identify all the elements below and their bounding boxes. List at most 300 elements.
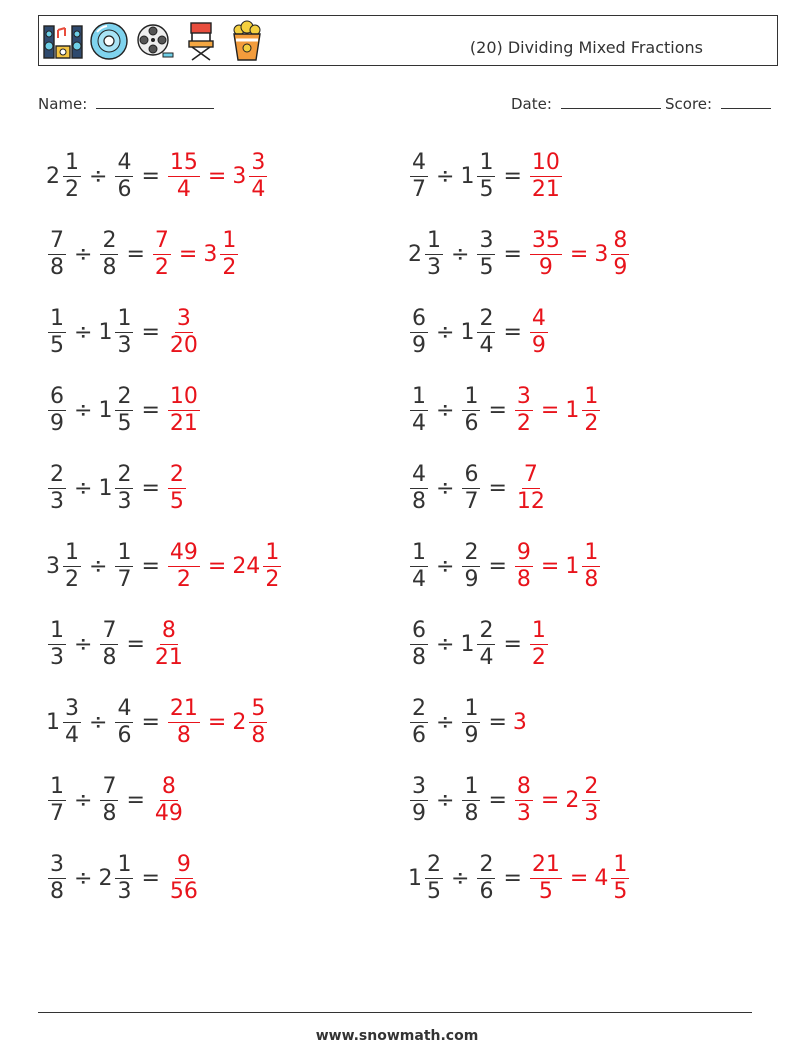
problem-left-5 (46, 458, 188, 518)
problem-right-10 (408, 848, 631, 908)
answer-fraction (166, 461, 188, 514)
fraction (48, 383, 66, 436)
denominator: 8 (464, 800, 479, 826)
numerator: 1 (50, 773, 64, 799)
numerator: 3 (65, 695, 79, 721)
numerator: 2 (479, 851, 494, 877)
problem-right-8 (408, 692, 528, 752)
whole-number: 4 (594, 865, 609, 891)
divisor (460, 305, 497, 358)
answer (513, 461, 549, 514)
answer-fraction (151, 617, 187, 670)
divisor (113, 695, 135, 748)
numerator: 4 (412, 149, 426, 175)
problem-left-3 (46, 302, 202, 362)
numerator: 9 (516, 539, 531, 565)
fraction (410, 149, 428, 202)
numerator: 1 (412, 539, 426, 565)
numerator: 2 (464, 539, 479, 565)
numerator: 49 (169, 539, 198, 565)
numerator: 6 (50, 383, 64, 409)
fraction (530, 149, 562, 202)
fraction (168, 305, 200, 358)
speakers-icon (43, 20, 83, 62)
fraction (100, 773, 118, 826)
divide-sign: ÷ (74, 631, 93, 657)
fraction (462, 695, 480, 748)
film-reel-icon (135, 20, 175, 62)
footer-divider (38, 1012, 752, 1013)
dividend (408, 773, 430, 826)
numerator: 1 (613, 851, 628, 877)
divide-sign: ÷ (436, 709, 455, 735)
divide-sign: ÷ (436, 631, 455, 657)
denominator: 8 (412, 644, 426, 670)
dividend (46, 617, 68, 670)
equals-sign: = (503, 241, 522, 267)
numerator: 2 (117, 461, 132, 487)
answer (151, 227, 240, 280)
numerator: 1 (117, 305, 132, 331)
problem-left-8 (46, 692, 269, 752)
denominator: 2 (531, 644, 546, 670)
fraction (410, 305, 428, 358)
equals-sign: = (488, 553, 507, 579)
name-label: Name: (38, 95, 88, 113)
fraction (515, 773, 533, 826)
answer-mixed-number (232, 695, 269, 748)
denominator: 5 (427, 878, 441, 904)
answer-mixed-number (565, 383, 602, 436)
divide-sign: ÷ (436, 397, 455, 423)
fraction (220, 227, 238, 280)
whole-number: 1 (98, 397, 113, 423)
numerator: 1 (117, 539, 132, 565)
denominator: 6 (479, 878, 494, 904)
divisor (460, 617, 497, 670)
answer (513, 773, 602, 826)
date-line (561, 94, 661, 109)
equals-sign: = (141, 397, 160, 423)
answer (166, 149, 269, 202)
fraction (530, 851, 562, 904)
whole-number: 1 (565, 397, 580, 423)
whole-number: 1 (46, 709, 60, 735)
numerator: 8 (161, 617, 176, 643)
numerator: 2 (102, 227, 117, 253)
fraction (410, 617, 428, 670)
disc-icon (89, 20, 129, 62)
answer-equals-sign: = (569, 865, 589, 891)
equals-sign: = (126, 787, 145, 813)
divisor (98, 617, 120, 670)
answer (528, 305, 550, 358)
denominator: 9 (538, 254, 553, 280)
whole-number: 1 (98, 475, 113, 501)
answer-fraction (513, 383, 535, 436)
numerator: 1 (479, 149, 494, 175)
numerator: 8 (161, 773, 176, 799)
divide-sign: ÷ (89, 163, 108, 189)
footer-url: www.snowmath.com (315, 1028, 479, 1044)
fraction (477, 851, 495, 904)
denominator: 8 (176, 722, 191, 748)
denominator: 8 (251, 722, 266, 748)
numerator: 1 (265, 539, 280, 565)
denominator: 20 (169, 332, 198, 358)
denominator: 3 (50, 644, 64, 670)
problem-right-5 (408, 458, 549, 518)
answer (166, 851, 202, 904)
equals-sign: = (488, 787, 507, 813)
denominator: 5 (479, 176, 494, 202)
equals-sign: = (503, 319, 522, 345)
divisor (460, 149, 497, 202)
fraction (48, 851, 66, 904)
denominator: 4 (412, 410, 426, 436)
numerator: 7 (154, 227, 169, 253)
name-line (96, 94, 214, 109)
equals-sign: = (488, 709, 507, 735)
fraction (410, 539, 428, 592)
fraction (168, 383, 200, 436)
whole-number: 1 (460, 163, 475, 189)
denominator: 8 (102, 644, 117, 670)
equals-sign: = (126, 241, 145, 267)
fraction (249, 695, 267, 748)
fraction (477, 149, 495, 202)
fraction (168, 851, 200, 904)
answer-fraction (513, 539, 535, 592)
divisor (98, 461, 135, 514)
dividend (46, 851, 68, 904)
fraction (410, 461, 428, 514)
answer-equals-sign: = (540, 397, 560, 423)
divisor (98, 851, 135, 904)
answer-fraction (528, 149, 564, 202)
numerator: 4 (531, 305, 546, 331)
problem-right-9 (408, 770, 602, 830)
numerator: 1 (117, 851, 132, 877)
fraction (115, 305, 133, 358)
problem-right-2 (408, 224, 631, 284)
equals-sign: = (126, 631, 145, 657)
whole-number: 1 (460, 319, 475, 345)
date-field (511, 94, 661, 113)
answer-mixed-number (594, 227, 631, 280)
divisor (460, 695, 482, 748)
fraction (168, 461, 186, 514)
answer-fraction (513, 461, 549, 514)
numerator: 10 (531, 149, 560, 175)
equals-sign: = (141, 553, 160, 579)
whole-number: 3 (46, 553, 60, 579)
fraction (515, 461, 547, 514)
equals-sign: = (488, 397, 507, 423)
denominator: 9 (412, 332, 426, 358)
divide-sign: ÷ (89, 709, 108, 735)
whole-number: 3 (203, 241, 218, 267)
numerator: 7 (50, 227, 64, 253)
answer-equals-sign: = (540, 553, 560, 579)
denominator: 4 (65, 722, 79, 748)
denominator: 9 (412, 800, 426, 826)
problem-right-3 (408, 302, 550, 362)
dividend (408, 227, 445, 280)
denominator: 5 (479, 254, 494, 280)
numerator: 7 (523, 461, 538, 487)
dividend (46, 461, 68, 514)
equals-sign: = (503, 865, 522, 891)
denominator: 5 (613, 878, 628, 904)
denominator: 2 (65, 176, 79, 202)
problem-left-6 (46, 536, 283, 596)
dividend (408, 539, 430, 592)
dividend (46, 695, 83, 748)
fraction (48, 773, 66, 826)
whole-number: 3 (594, 241, 609, 267)
dividend (408, 461, 430, 514)
numerator: 8 (516, 773, 531, 799)
denominator: 3 (516, 800, 531, 826)
answer-fraction (528, 851, 564, 904)
denominator: 2 (265, 566, 280, 592)
whole-number: 2 (232, 709, 247, 735)
answer-mixed-number (565, 773, 602, 826)
divisor (98, 305, 135, 358)
dividend (408, 851, 445, 904)
answer (528, 227, 631, 280)
numerator: 35 (531, 227, 560, 253)
divide-sign: ÷ (436, 319, 455, 345)
answer-mixed-number (594, 851, 631, 904)
problem-left-9 (46, 770, 187, 830)
fraction (115, 461, 133, 514)
answer-whole: 3 (512, 709, 527, 735)
denominator: 21 (169, 410, 198, 436)
denominator: 9 (50, 410, 64, 436)
denominator: 6 (117, 722, 132, 748)
fraction (462, 773, 480, 826)
numerator: 8 (613, 227, 628, 253)
answer (166, 383, 202, 436)
denominator: 5 (50, 332, 64, 358)
numerator: 2 (50, 461, 64, 487)
fraction (611, 851, 629, 904)
dividend (46, 773, 68, 826)
date-label: Date: (511, 95, 552, 113)
fraction (100, 227, 118, 280)
answer (528, 851, 631, 904)
fraction (515, 539, 533, 592)
answer-fraction (528, 617, 550, 670)
fraction (462, 539, 480, 592)
whole-number: 1 (565, 553, 580, 579)
whole-number: 1 (98, 319, 113, 345)
answer-equals-sign: = (540, 787, 560, 813)
numerator: 1 (427, 227, 441, 253)
denominator: 21 (531, 176, 560, 202)
answer-fraction (166, 539, 202, 592)
denominator: 2 (176, 566, 191, 592)
fraction (582, 773, 600, 826)
fraction (477, 305, 495, 358)
divide-sign: ÷ (89, 553, 108, 579)
answer (166, 539, 283, 592)
fraction (582, 539, 600, 592)
answer-equals-sign: = (207, 553, 227, 579)
fraction (530, 617, 548, 670)
divisor (98, 227, 120, 280)
denominator: 8 (516, 566, 531, 592)
answer-mixed-number (232, 539, 283, 592)
denominator: 3 (117, 332, 132, 358)
answer-equals-sign: = (178, 241, 198, 267)
numerator: 1 (464, 773, 479, 799)
answer (528, 149, 564, 202)
dividend (46, 149, 83, 202)
denominator: 7 (117, 566, 132, 592)
divisor (98, 773, 120, 826)
fraction (477, 227, 495, 280)
denominator: 8 (102, 254, 117, 280)
dividend (46, 539, 83, 592)
denominator: 7 (412, 176, 426, 202)
divide-sign: ÷ (436, 553, 455, 579)
fraction (115, 149, 133, 202)
numerator: 1 (464, 383, 479, 409)
answer-mixed-number (565, 539, 602, 592)
denominator: 4 (479, 332, 494, 358)
denominator: 56 (169, 878, 198, 904)
denominator: 7 (464, 488, 479, 514)
answer-fraction (528, 305, 550, 358)
score-label: Score: (665, 95, 713, 113)
numerator: 3 (251, 149, 266, 175)
answer-mixed-number (203, 227, 240, 280)
fraction (515, 383, 533, 436)
numerator: 1 (50, 305, 64, 331)
numerator: 21 (531, 851, 560, 877)
fraction (48, 305, 66, 358)
numerator: 1 (584, 539, 599, 565)
fraction (153, 773, 185, 826)
denominator: 9 (464, 566, 479, 592)
answer-fraction (513, 773, 535, 826)
answer (513, 383, 602, 436)
numerator: 4 (117, 695, 132, 721)
fraction (115, 539, 133, 592)
denominator: 2 (65, 566, 79, 592)
fraction (530, 227, 562, 280)
fraction (168, 149, 200, 202)
divisor (113, 539, 135, 592)
divide-sign: ÷ (74, 787, 93, 813)
answer-fraction (151, 227, 173, 280)
denominator: 8 (50, 878, 64, 904)
denominator: 5 (538, 878, 553, 904)
whole-number: 3 (232, 163, 247, 189)
numerator: 1 (65, 149, 79, 175)
divide-sign: ÷ (74, 397, 93, 423)
equals-sign: = (503, 163, 522, 189)
problem-left-4 (46, 380, 202, 440)
denominator: 21 (154, 644, 183, 670)
denominator: 7 (50, 800, 64, 826)
divisor (460, 461, 482, 514)
fraction (425, 851, 443, 904)
denominator: 3 (50, 488, 64, 514)
numerator: 7 (102, 773, 117, 799)
whole-number: 1 (460, 631, 475, 657)
answer (166, 305, 202, 358)
fraction (48, 227, 66, 280)
numerator: 6 (412, 305, 426, 331)
problem-left-10 (46, 848, 202, 908)
whole-number: 1 (408, 865, 422, 891)
fraction (100, 617, 118, 670)
equals-sign: = (488, 475, 507, 501)
worksheet-header (38, 15, 778, 66)
denominator: 4 (176, 176, 191, 202)
answer-fraction (151, 773, 187, 826)
denominator: 8 (102, 800, 117, 826)
numerator: 6 (412, 617, 426, 643)
divide-sign: ÷ (74, 865, 93, 891)
fraction (410, 383, 428, 436)
fraction (48, 461, 66, 514)
answer-equals-sign: = (569, 241, 589, 267)
numerator: 1 (222, 227, 237, 253)
whole-number: 24 (232, 553, 261, 579)
answer-equals-sign: = (207, 163, 227, 189)
equals-sign: = (141, 163, 160, 189)
divide-sign: ÷ (451, 241, 470, 267)
divisor (460, 383, 482, 436)
answer-fraction (166, 851, 202, 904)
denominator: 12 (516, 488, 545, 514)
numerator: 3 (479, 227, 494, 253)
denominator: 5 (169, 488, 184, 514)
numerator: 21 (169, 695, 198, 721)
answer (513, 539, 602, 592)
denominator: 3 (584, 800, 599, 826)
numerator: 1 (50, 617, 64, 643)
answer (166, 461, 188, 514)
name-field (38, 94, 214, 113)
numerator: 3 (516, 383, 531, 409)
denominator: 49 (154, 800, 183, 826)
numerator: 6 (464, 461, 479, 487)
numerator: 2 (427, 851, 441, 877)
divisor (475, 851, 497, 904)
divisor (98, 383, 135, 436)
fraction (249, 149, 267, 202)
divisor (460, 539, 482, 592)
numerator: 3 (50, 851, 64, 877)
numerator: 2 (117, 383, 132, 409)
score-field (665, 94, 771, 113)
numerator: 7 (102, 617, 117, 643)
dividend (46, 227, 68, 280)
numerator: 2 (479, 305, 494, 331)
problem-left-7 (46, 614, 187, 674)
answer (513, 710, 528, 735)
numerator: 1 (412, 383, 426, 409)
equals-sign: = (141, 865, 160, 891)
dividend (408, 149, 430, 202)
numerator: 3 (176, 305, 191, 331)
